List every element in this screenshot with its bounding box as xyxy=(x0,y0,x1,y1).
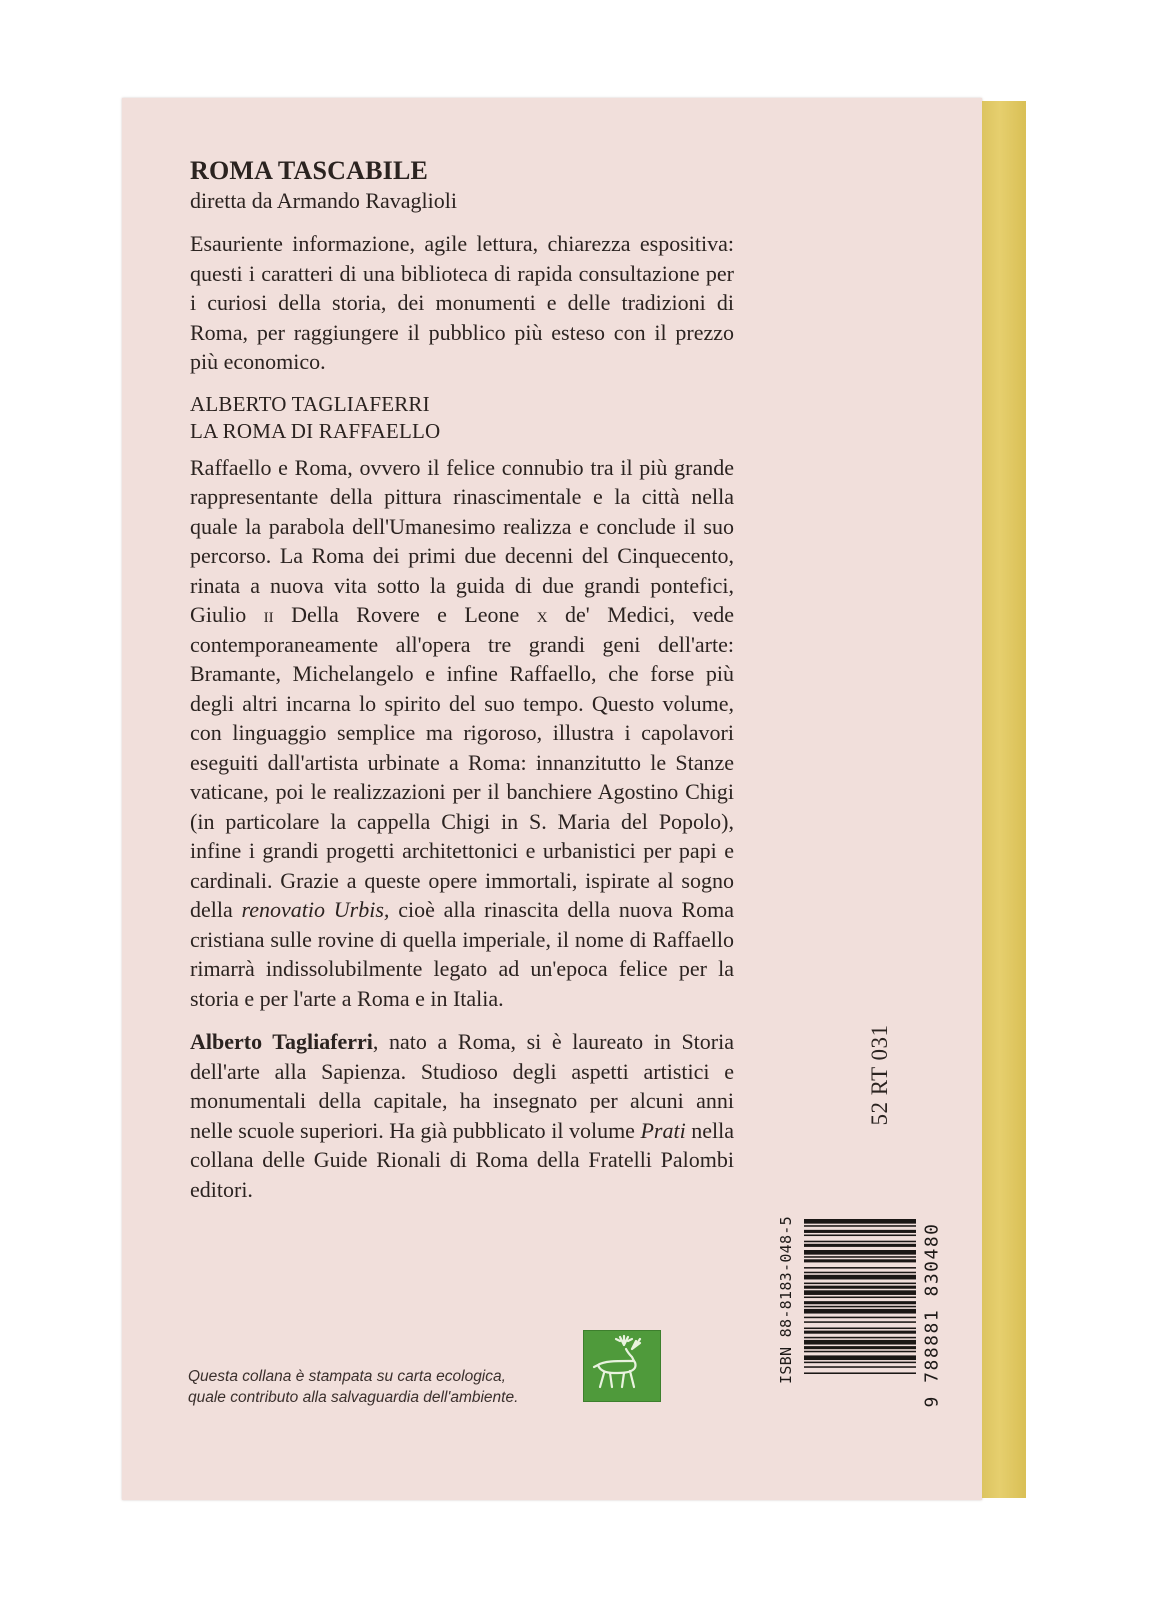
eco-paper-note xyxy=(188,1366,588,1408)
barcode-bar xyxy=(804,1355,916,1360)
barcode-bar xyxy=(804,1331,916,1334)
eco-note-line-2: quale contributo alla salvaguardia dell'ambiente. xyxy=(188,1389,519,1406)
barcode-bar xyxy=(804,1275,916,1280)
bio-text-1: , nato a Roma, si è laureato in Storia dell'arte alla Sapienza. Studioso degli aspetti artistici e monumentali della capitale, ha insegnato per alcuni anni nelle scuole superiori. Ha già pubblicato il volume xyxy=(190,1029,734,1143)
synopsis-text-2: Della Rovere e Leone xyxy=(273,602,537,627)
barcode-bar xyxy=(804,1309,916,1314)
series-editor: diretta da Armando Ravaglioli xyxy=(190,188,457,213)
barcode-bar xyxy=(804,1230,916,1233)
ean-digits: 9 788881 830480 xyxy=(921,1222,943,1408)
barcode-bar xyxy=(804,1372,916,1374)
barcode-bar xyxy=(804,1259,916,1262)
barcode-bar xyxy=(804,1244,916,1247)
synopsis-italic: renovatio Urbis, xyxy=(241,897,390,922)
series-title: ROMA TASCABILE xyxy=(190,156,429,185)
book-author: ALBERTO TAGLIAFERRI xyxy=(190,391,430,416)
barcode-bar xyxy=(804,1286,916,1289)
barcode-bar xyxy=(804,1256,916,1258)
barcode-bar xyxy=(804,1225,916,1227)
barcode-bar xyxy=(804,1306,916,1308)
barcode-bar xyxy=(804,1272,916,1274)
barcode-bar xyxy=(804,1321,916,1323)
cover-text-block xyxy=(190,155,734,1204)
barcode-bar xyxy=(804,1241,916,1243)
eco-logo xyxy=(583,1330,661,1402)
book-synopsis xyxy=(190,453,734,1014)
barcode-bar xyxy=(804,1250,916,1255)
barcode-bar xyxy=(804,1346,916,1349)
synopsis-numeral-1: ii xyxy=(263,602,274,627)
catalog-code: 52 RT 031 xyxy=(867,1024,892,1126)
barcode-bar xyxy=(804,1366,916,1368)
book-title: LA ROMA DI RAFFAELLO xyxy=(190,418,441,443)
bio-italic-title: Prati xyxy=(640,1117,686,1143)
barcode-bar xyxy=(804,1328,916,1330)
barcode-bar xyxy=(804,1283,916,1285)
author-bio xyxy=(190,1027,734,1204)
barcode-bar xyxy=(804,1267,916,1269)
barcode-bar xyxy=(804,1235,916,1237)
reindeer-icon xyxy=(584,1331,660,1401)
series-description: Esauriente informazione, agile lettura, chiarezza espositiva: questi i caratteri di una biblioteca di rapida consultazione per i curiosi della storia, dei monumenti e delle tradizioni di Roma, per raggiungere il pubblico più esteso con il prezzo più economico. xyxy=(190,231,734,374)
isbn-label: ISBN 88-8183-048-5 xyxy=(777,1216,795,1384)
synopsis-text-3: de' Medici, vede contemporaneamente all'opera tre grandi geni dell'arte: Bramante, Michelangelo e infine Raffaello, che forse più degli altri incarna lo spirito del suo tempo. Questo volume, con linguaggio semplice ma rigoroso, illustra i capolavori eseguiti dall'artista urbinate a Roma: innanzitutto le Stanze vaticane, poi le realizzazioni per il banchiere Agostino Chigi (in particolare la cappella Chigi in S. Maria del Popolo), infine i grandi progetti architettonici e urbanistici per papi e cardinali. Grazie a queste opere immortali, ispirate al sogno della xyxy=(190,602,734,922)
barcode-bar xyxy=(804,1219,916,1224)
barcode-bar xyxy=(804,1337,916,1339)
barcode-bar xyxy=(804,1290,916,1295)
barcode-bar xyxy=(804,1351,916,1353)
synopsis-numeral-2: x xyxy=(536,602,548,627)
synopsis-text-4: cioè alla rinascita della nuova Roma cristiana sulle rovine di quella imperiale, il nome di Raffaello rimarrà indissolubilmente legato ad un'epoca felice per la storia e per l'arte a Roma e in Italia. xyxy=(190,897,734,1011)
barcode-bar xyxy=(804,1297,916,1299)
barcode-bar xyxy=(804,1301,916,1304)
eco-note-line-1: Questa collana è stampata su carta ecologica, xyxy=(188,1368,506,1385)
barcode-bar xyxy=(804,1362,916,1364)
synopsis-text-1: Raffaello e Roma, ovvero il felice connubio tra il più grande rappresentante della pittura rinascimentale e la città nella quale la parabola dell'Umanesimo realizza e conclude il suo percorso. La Roma dei primi due decenni del Cinquecento, rinata a nuova vita sotto la guida di due grandi pontefici, Giulio xyxy=(190,454,734,627)
bio-text-2: nella collana delle Guide Rionali di Roma della Fratelli Palombi editori. xyxy=(190,1117,734,1202)
bio-author-name: Alberto Tagliaferri xyxy=(190,1029,373,1054)
book-spine-edge xyxy=(982,101,1026,1498)
barcode-bar xyxy=(804,1317,916,1319)
barcode-bar xyxy=(804,1340,916,1345)
